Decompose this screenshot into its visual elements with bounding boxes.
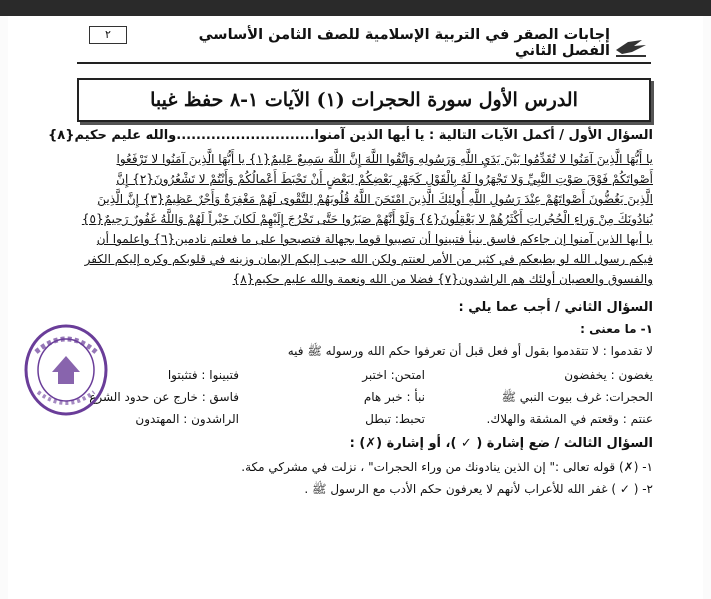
q1-line-4: يُنادُونَكَ مِنْ وَراءِ الْحُجُراتِ أَكْثَرُهُمْ لا يَعْقِلُونَ{٤} وَلَوْ أَنَّهُمْ صَبَرُوا حَتَّى تَخْرُجَ إِلَيْهِمْ لَكانَ خَيْراً لَهُمْ وَاللَّهُ غَفُورٌ رَحِيمٌ{٥} — [81, 212, 653, 226]
q2-sub1: ١- ما معنى : — [580, 322, 653, 336]
vocab-item: تحبط: تبطل — [365, 412, 425, 426]
q2-answer-line: لا تقدموا : لا تتقدموا بقول أو فعل قبل أن تعرفوا حكم الله ورسوله ﷺ فيه — [287, 344, 653, 358]
q1-line-7: والفسوق والعصيان أولئك هم الراشدون{٧} فضلا من الله ونعمة والله عليم حكيم{٨} — [232, 272, 653, 286]
q1-line-5: يا أيها الذين آمنوا إن جاءكم فاسق بنبأ فتبينوا أن تصيبوا قوما بجهالة فتصبحوا على ما فعلتم نادمين{٦} واعلموا أن — [96, 232, 653, 246]
q1-line-3: الَّذِينَ يَغُضُّونَ أَصْواتَهُمْ عِنْدَ رَسُولِ اللَّهِ أُولئِكَ الَّذِينَ امْتَحَنَ اللَّهُ قُلُوبَهُمْ لِلتَّقْوى لَهُمْ مَغْفِرَةٌ وَأَجْرٌ عَظِيمٌ{٣} إِنَّ الَّذِينَ — [97, 192, 653, 206]
q1-line-2: أَصْواتَكُمْ فَوْقَ صَوْتِ النَّبِيِّ وَلا تَجْهَرُوا لَهُ بِالْقَوْلِ كَجَهْرِ بَعْضِكُمْ لِبَعْضٍ أَنْ تَحْبَطَ أَعْمالُكُمْ وَأَنْتُمْ لا تَشْعُرُونَ{٢} إِنَّ — [116, 172, 653, 186]
q3-item-2: ٢- ( ✓ ) غفر الله للأعراب لأنهم لا يعرفون حكم الأدب مع الرسول ﷺ . — [304, 482, 653, 496]
vocab-item: الحجرات: غرف بيوت النبي ﷺ — [501, 390, 653, 404]
vocab-item: الراشدون : المهتدون — [135, 412, 239, 426]
q1-prompt: السؤال الأول / أكمل الآيات التالية : يا أيها الذين آمنوا............................والله عليم حكيم{٨} — [48, 128, 653, 143]
lesson-title: الدرس الأول سورة الحجرات (١) الآيات ١-٨ حفظ غيبا — [77, 78, 651, 122]
vocab-item: فتبينوا : فتثبتوا — [167, 368, 239, 382]
publisher-logo-icon — [612, 36, 650, 60]
top-dark-bar — [0, 0, 711, 16]
vocab-item: فاسق : خارج عن حدود الشرع — [89, 390, 239, 404]
header-rule — [77, 62, 651, 64]
q2-prompt: السؤال الثاني / أجب عما يلي : — [458, 300, 653, 315]
q1-line-6: فيكم رسول الله لو يطيعكم في كثير من الأمر لعنتم ولكن الله حبب إليكم الإيمان وزينه في قلوبكم وكره إليكم الكفر — [84, 252, 653, 266]
q1-line-1: يا أَيُّهَا الَّذِينَ آمَنُوا لا تُقَدِّمُوا بَيْنَ يَدَيِ اللَّهِ وَرَسُولِهِ وَاتَّقُوا اللَّهَ إِنَّ اللَّهَ سَمِيعٌ عَلِيمٌ{١} يا أَيُّهَا الَّذِينَ آمَنُوا لا تَرْفَعُوا — [116, 152, 653, 166]
school-stamp-icon — [22, 322, 110, 418]
vocab-item: نبأ : خبر هام — [363, 390, 425, 404]
vocab-item: يغضون : يخفضون — [564, 368, 653, 382]
q3-item-1: ١- (✗) قوله تعالى :" إن الذين ينادونك من وراء الحجرات" ، نزلت في مشركي مكة. — [241, 460, 653, 474]
vocab-item: امتحن: اختبر — [362, 368, 425, 382]
q3-prompt: السؤال الثالث / ضع إشارة ( ✓ )، أو إشارة (✗) : — [349, 436, 653, 451]
vocab-item: عنتم : وقعتم في المشقة والهلاك. — [486, 412, 653, 426]
page-number-box: ٢ — [89, 26, 127, 44]
page-header-title: إجابات الصقر في التربية الإسلامية للصف الثامن الأساسي الفصل الثاني — [198, 27, 610, 59]
